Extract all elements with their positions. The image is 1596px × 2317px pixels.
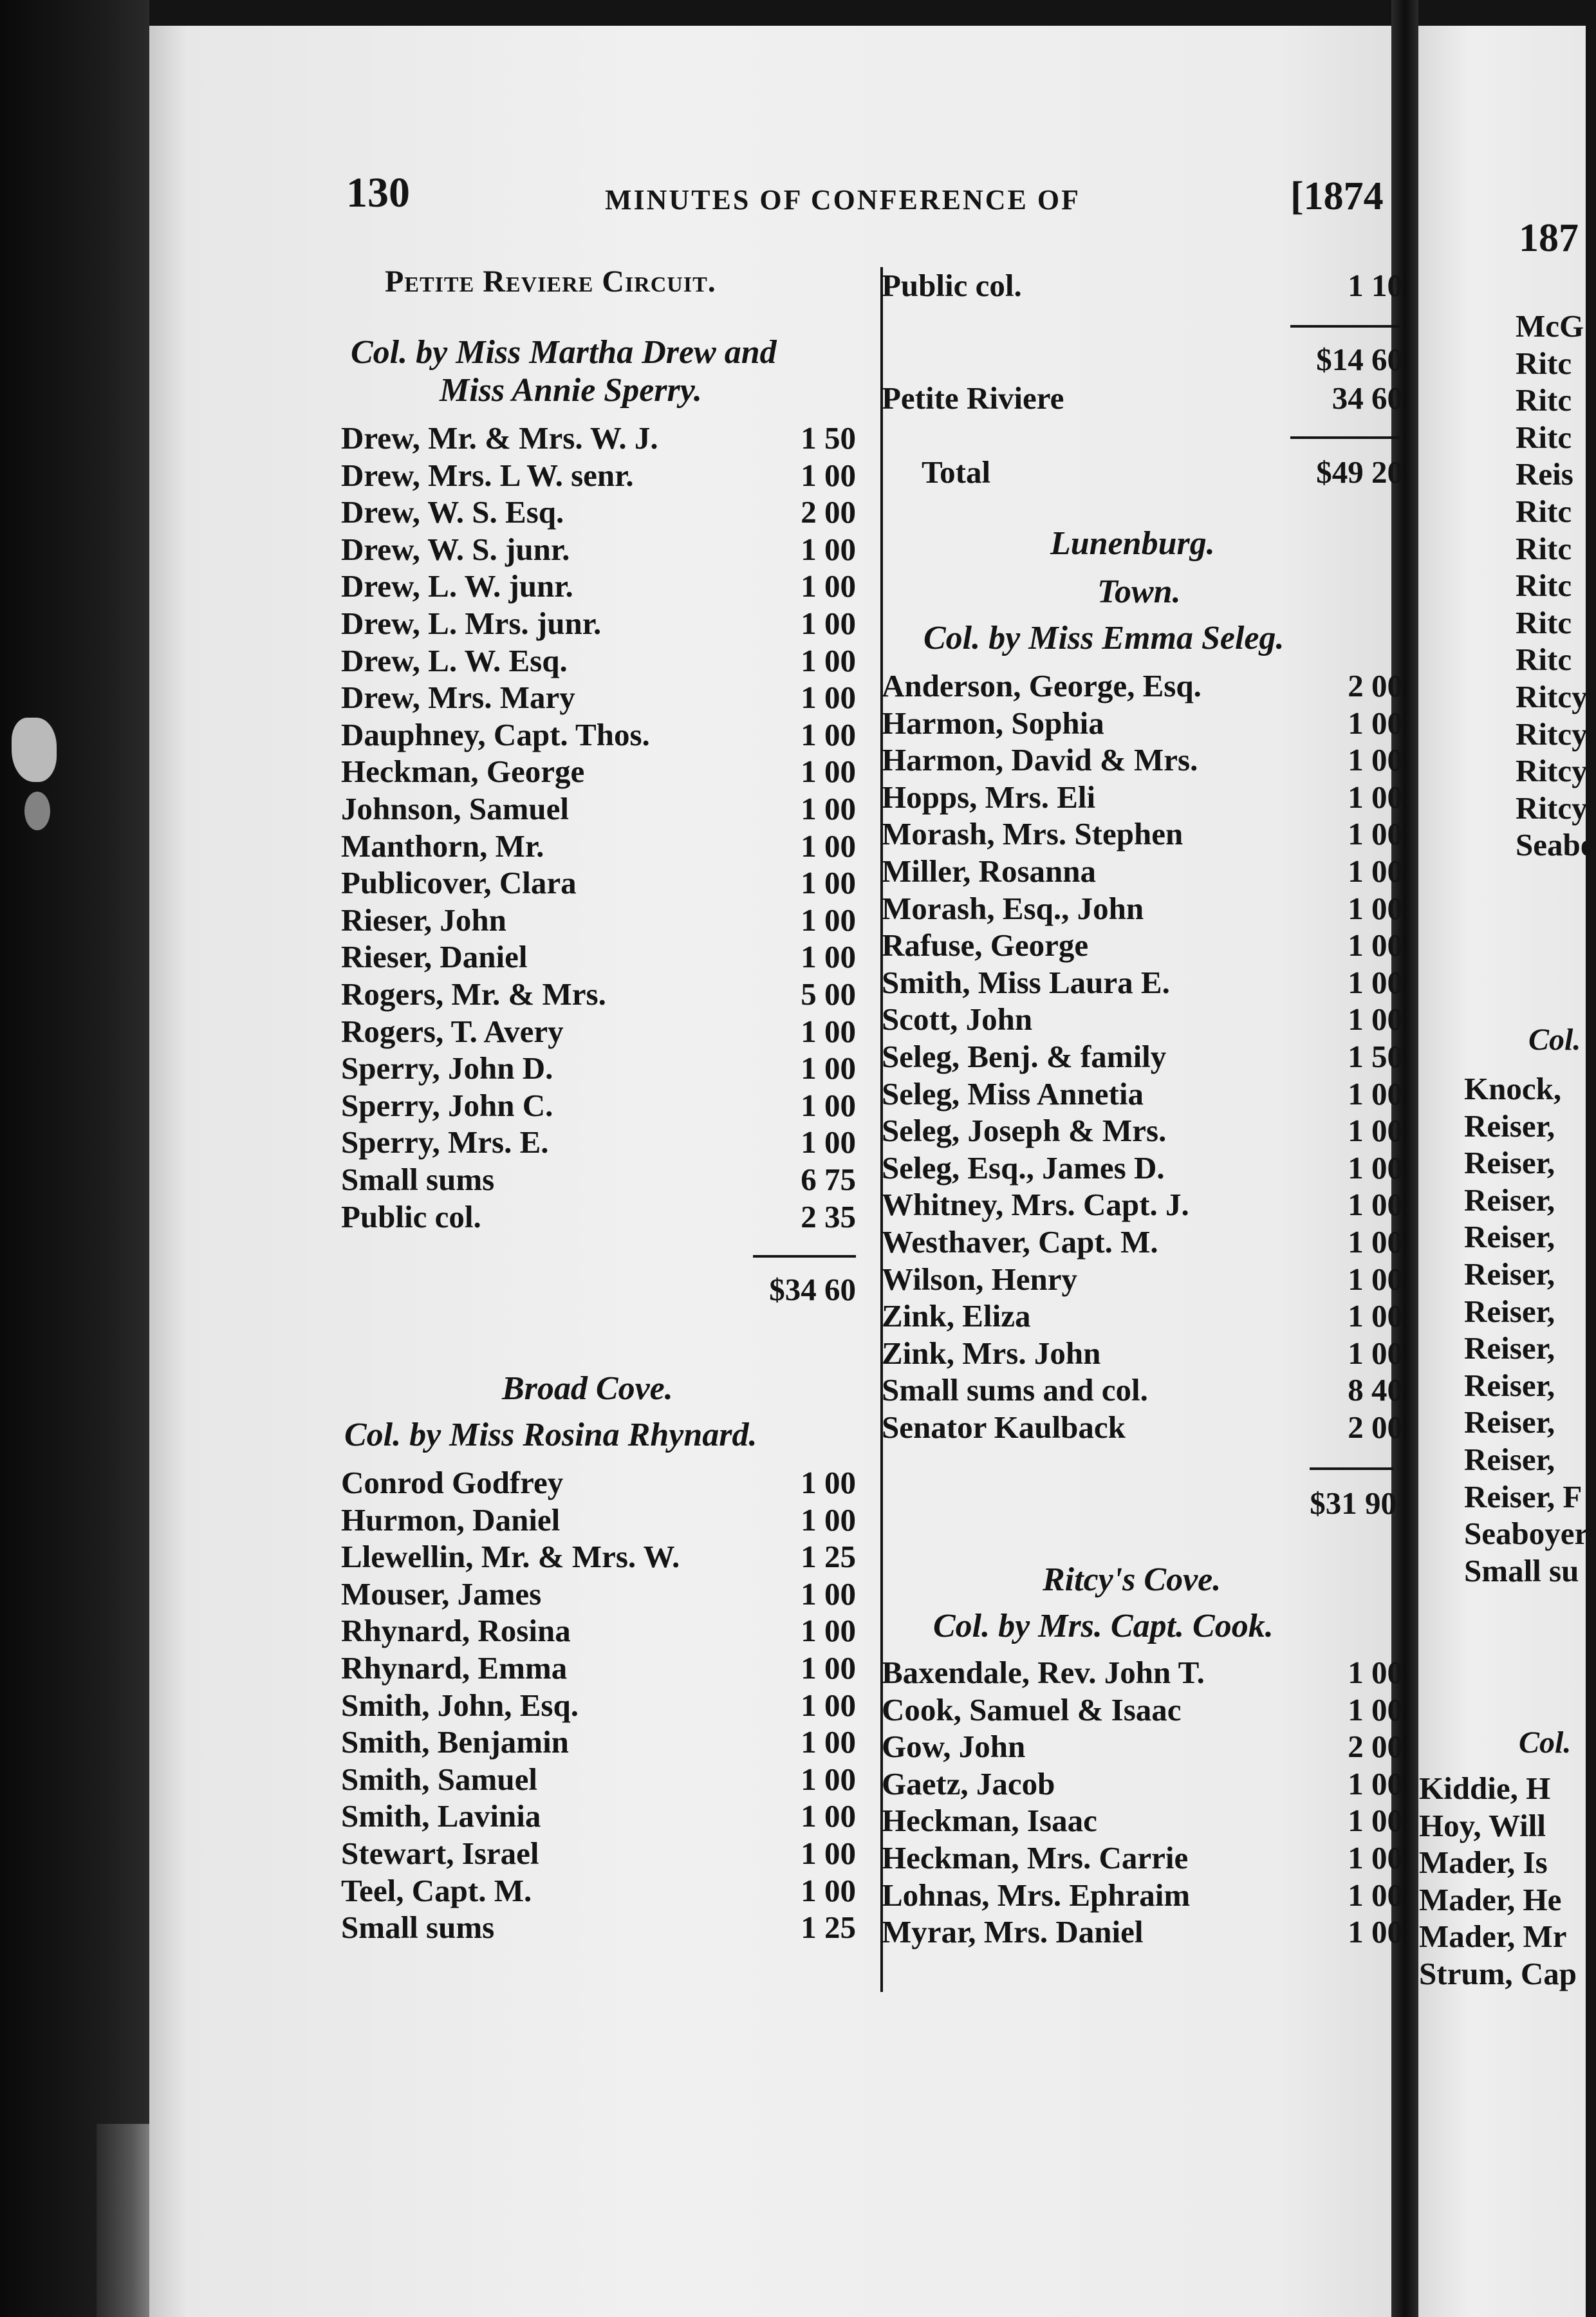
facing-fragment: Ritc	[1516, 530, 1572, 566]
facing-fragment: Mader, He	[1419, 1881, 1562, 1917]
entry-name: Wilson, Henry	[882, 1261, 1078, 1297]
entry-name: Smith, Samuel	[341, 1761, 537, 1797]
binding-hole	[12, 718, 57, 782]
list-item	[882, 1038, 1403, 1075]
entry-amount: 1 00	[1348, 1187, 1403, 1223]
list-item	[341, 1872, 856, 1910]
facing-collector-a: Col.	[1528, 1023, 1581, 1057]
entry-name: Cook, Samuel & Isaac	[882, 1691, 1182, 1727]
entry-name: Sperry, John D.	[341, 1050, 553, 1086]
entry-name: Rieser, Daniel	[341, 939, 528, 975]
facing-fragment: Reiser,	[1464, 1219, 1555, 1255]
list-item	[341, 1761, 856, 1798]
facing-fragment: Ritcy,	[1516, 753, 1594, 789]
facing-fragment: Hoy, Will	[1419, 1807, 1546, 1843]
entry-name: Dauphney, Capt. Thos.	[341, 716, 650, 752]
entry-amount: 1 00	[1348, 1261, 1403, 1297]
entry-amount: 1 00	[1348, 1803, 1403, 1839]
list-item	[341, 828, 856, 865]
subtotal-row: $14 60	[1316, 342, 1403, 377]
entry-name: Hurmon, Daniel	[341, 1502, 561, 1538]
entry-amount: 1 00	[1348, 742, 1403, 778]
list-item	[882, 1691, 1403, 1729]
collector-line-1: Col. by Miss Martha Drew and	[351, 334, 777, 371]
facing-fragment: Reiser,	[1464, 1442, 1555, 1477]
entry-amount: 1 00	[801, 1872, 856, 1908]
entry-name: Llewellin, Mr. & Mrs. W.	[341, 1539, 680, 1575]
entry-name: Smith, Lavinia	[341, 1798, 541, 1834]
facing-fragment: Reiser,	[1464, 1404, 1555, 1440]
entry-amount: 1 00	[801, 531, 856, 567]
list-item	[882, 1075, 1403, 1113]
entry-amount: 1 00	[1348, 964, 1403, 1000]
entry-name: Anderson, George, Esq.	[882, 668, 1202, 703]
total-rule	[753, 1255, 856, 1258]
list-item	[882, 1877, 1403, 1914]
grand-total-row: Total $49 20	[922, 454, 1403, 490]
list-item	[341, 1909, 856, 1946]
entry-amount: 1 00	[801, 606, 856, 641]
entry-amount: 1 00	[801, 1724, 856, 1760]
list-item	[341, 420, 856, 457]
list-item	[341, 679, 856, 716]
entry-amount: 1 00	[801, 680, 856, 716]
list-item	[882, 1298, 1403, 1335]
facing-header-year: 187	[1519, 216, 1579, 260]
entry-amount: 2 35	[801, 1198, 856, 1234]
facing-fragment: Reiser,	[1464, 1145, 1555, 1181]
facing-fragment: Ritcy,	[1516, 716, 1594, 752]
header-year: [1874	[1290, 174, 1384, 218]
facing-fragment: Ritc	[1516, 642, 1572, 678]
list-item	[341, 1161, 856, 1198]
list-item	[341, 1724, 856, 1761]
entry-amount: 1 00	[1348, 890, 1403, 926]
list-item	[341, 605, 856, 642]
entry-amount: 1 00	[801, 1465, 856, 1500]
section-heading-petite-reviere: Petite Reviere Circuit.	[385, 265, 716, 299]
entry-name: Small sums and col.	[882, 1372, 1148, 1408]
entry-name: Drew, Mr. & Mrs. W. J.	[341, 420, 658, 456]
entry-amount: 1 00	[801, 1087, 856, 1123]
entry-name: Scott, John	[882, 1001, 1033, 1038]
list-item	[882, 1335, 1403, 1372]
entry-name: Zink, Mrs. John	[882, 1335, 1101, 1371]
entry-name: Zink, Eliza	[882, 1298, 1031, 1334]
facing-fragment: Reiser,	[1464, 1367, 1555, 1403]
scan-left-margin	[0, 0, 149, 2317]
facing-fragment: Reiser,	[1464, 1108, 1555, 1144]
list-item	[341, 1576, 856, 1613]
list-item	[341, 568, 856, 605]
entry-name: Senator Kaulback	[882, 1410, 1126, 1445]
list-item	[882, 1224, 1403, 1261]
entry-name: Publicover, Clara	[341, 865, 577, 901]
facing-fragment: Reiser,	[1464, 1182, 1555, 1218]
facing-fragment: Ritc	[1516, 568, 1572, 604]
facing-fragment: Ritc	[1516, 382, 1572, 418]
list-item	[882, 1802, 1403, 1839]
list-item	[882, 1112, 1403, 1149]
entry-amount: 1 00	[801, 828, 856, 864]
list-item	[341, 1538, 856, 1576]
subtotal-rule	[1290, 325, 1403, 328]
entry-name: Rieser, John	[341, 902, 506, 938]
list-item	[341, 1502, 856, 1539]
list-item	[341, 494, 856, 531]
entry-name: Rafuse, George	[882, 927, 1089, 963]
list-item	[882, 1261, 1403, 1298]
list-item	[882, 741, 1403, 779]
entry-name: Morash, Esq., John	[882, 890, 1144, 926]
entry-name: Morash, Mrs. Stephen	[882, 816, 1183, 852]
entry-name: Smith, John, Esq.	[341, 1687, 579, 1723]
entry-amount: 1 00	[1348, 1914, 1403, 1950]
entry-name: Seleg, Miss Annetia	[882, 1075, 1144, 1112]
entry-amount: 1 00	[801, 1798, 856, 1834]
entry-name: Whitney, Mrs. Capt. J.	[882, 1187, 1189, 1223]
list-item	[882, 705, 1403, 742]
list-item	[341, 1087, 856, 1124]
entry-amount: 1 00	[1348, 705, 1403, 741]
entry-amount: 5 00	[801, 976, 856, 1012]
entry-name: Drew, L. Mrs. junr.	[341, 606, 602, 641]
list-item	[341, 1124, 856, 1161]
facing-fragment: Kiddie, H	[1419, 1771, 1551, 1806]
petite-reviere-total: $34 60	[769, 1272, 856, 1307]
entry-amount: 1 00	[801, 1836, 856, 1871]
entry-name: Rogers, T. Avery	[341, 1013, 564, 1049]
entry-name: Myrar, Mrs. Daniel	[882, 1914, 1144, 1950]
page-number: 130	[346, 169, 410, 216]
entry-amount: 1 25	[801, 1539, 856, 1575]
entry-name: Small sums	[341, 1162, 495, 1197]
entry-amount: 1 00	[1348, 1335, 1403, 1371]
entry-name: Lohnas, Mrs. Ephraim	[882, 1877, 1191, 1913]
entry-amount: 1 00	[801, 1613, 856, 1649]
facing-fragment: Reiser,	[1464, 1256, 1555, 1292]
facing-fragment: Ritc	[1516, 345, 1572, 381]
list-item	[341, 1612, 856, 1650]
list-item	[341, 976, 856, 1013]
lunenburg-total: $31 90	[1310, 1485, 1396, 1521]
petite-carry-row: Petite Riviere 34 60	[882, 380, 1403, 416]
entry-amount: 1 00	[1348, 816, 1403, 852]
entry-name: Baxendale, Rev. John T.	[882, 1655, 1205, 1690]
entry-amount: 1 00	[801, 939, 856, 975]
entry-amount: 1 00	[801, 457, 856, 493]
entry-amount: 1 00	[1348, 1149, 1403, 1186]
entry-amount: 8 40	[1348, 1372, 1403, 1408]
entry-amount: 1 50	[801, 420, 856, 456]
list-item	[341, 531, 856, 568]
facing-fragment: Ritc	[1516, 494, 1572, 529]
entry-name: Small sums	[341, 1910, 495, 1946]
entry-amount: 1 00	[801, 754, 856, 790]
ritcys-cove-collector: Col. by Mrs. Capt. Cook.	[933, 1608, 1274, 1644]
list-item	[341, 1835, 856, 1872]
entry-name: Johnson, Samuel	[341, 791, 570, 826]
entry-amount: 1 00	[801, 1013, 856, 1049]
list-item	[882, 1654, 1403, 1691]
entry-amount: 1 00	[801, 902, 856, 938]
entry-name: Drew, L. W. Esq.	[341, 642, 568, 678]
entry-name: Westhaver, Capt. M.	[882, 1224, 1158, 1260]
entry-name: Harmon, Sophia	[882, 705, 1104, 741]
entry-amount: 1 50	[1348, 1039, 1403, 1074]
list-item	[882, 1913, 1403, 1951]
broad-cove-collector: Col. by Miss Rosina Rhynard.	[344, 1417, 757, 1453]
list-item	[882, 1765, 1403, 1803]
entry-name: Teel, Capt. M.	[341, 1872, 532, 1908]
entry-amount: 1 00	[1348, 1113, 1403, 1149]
list-item	[882, 1001, 1403, 1038]
binding-hole-small	[24, 792, 50, 830]
entry-name: Sperry, Mrs. E.	[341, 1124, 549, 1160]
list-item	[882, 890, 1403, 927]
entry-name: Seleg, Joseph & Mrs.	[882, 1113, 1167, 1149]
facing-fragment: Reiser, F	[1464, 1478, 1582, 1514]
facing-fragment: McG	[1516, 308, 1584, 344]
grand-total-rule	[1290, 436, 1403, 439]
list-item	[882, 1839, 1403, 1877]
entry-amount: 2 00	[1348, 1410, 1403, 1445]
facing-fragment: Strum, Cap	[1419, 1956, 1577, 1991]
facing-fragment: Reiser,	[1464, 1330, 1555, 1366]
facing-fragment: Ritcy,	[1516, 790, 1594, 826]
list-item	[341, 1013, 856, 1050]
entry-amount: 1 00	[1348, 1298, 1403, 1334]
entry-amount: 1 00	[1348, 927, 1403, 963]
facing-fragment: Mader, Mr	[1419, 1919, 1567, 1955]
entry-amount: 1 00	[1348, 1655, 1403, 1690]
facing-fragment: Ritcy	[1516, 679, 1588, 714]
entry-amount: 1 00	[1348, 1691, 1403, 1727]
facing-fragment: Mader, Is	[1419, 1845, 1548, 1881]
list-item	[882, 1409, 1403, 1446]
entry-name: Public col.	[341, 1198, 481, 1234]
entry-amount: 6 75	[801, 1162, 856, 1197]
list-item	[341, 1798, 856, 1835]
entry-amount: 2 00	[1348, 1729, 1403, 1765]
collector-line-2: Miss Annie Sperry.	[440, 372, 702, 409]
entry-amount: 1 00	[801, 1050, 856, 1086]
list-item	[341, 1687, 856, 1724]
facing-fragment: Reiser,	[1464, 1293, 1555, 1329]
list-item	[341, 1198, 856, 1236]
entry-amount: 1 00	[801, 568, 856, 604]
entry-name: Drew, Mrs. Mary	[341, 680, 575, 716]
list-item	[882, 964, 1403, 1001]
entry-name: Seleg, Esq., James D.	[882, 1149, 1165, 1186]
entry-amount: 1 00	[801, 791, 856, 826]
entry-amount: 1 00	[1348, 1877, 1403, 1913]
list-item	[882, 667, 1403, 705]
facing-fragment: Ritc	[1516, 419, 1572, 455]
section-subheading-town: Town.	[1097, 573, 1181, 610]
entry-name: Gaetz, Jacob	[882, 1765, 1055, 1801]
entry-amount: 1 00	[801, 716, 856, 752]
entry-name: Drew, W. S. Esq.	[341, 494, 564, 530]
list-item	[341, 642, 856, 680]
list-item	[341, 902, 856, 939]
entry-amount: 1 00	[1348, 779, 1403, 815]
entry-name: Smith, Benjamin	[341, 1724, 569, 1760]
section-heading-lunenburg: Lunenburg.	[1050, 525, 1215, 562]
entry-name: Rhynard, Emma	[341, 1650, 568, 1686]
lunenburg-total-rule	[1310, 1467, 1393, 1470]
entry-name: Stewart, Israel	[341, 1836, 539, 1871]
entry-name: Miller, Rosanna	[882, 853, 1097, 889]
entry-name: Heckman, Isaac	[882, 1803, 1097, 1839]
list-item	[341, 790, 856, 828]
facing-collector-b: Col.	[1519, 1726, 1572, 1760]
entry-name: Conrod Godfrey	[341, 1465, 564, 1500]
entry-name: Harmon, David & Mrs.	[882, 742, 1198, 778]
facing-fragment: Small su	[1464, 1552, 1579, 1588]
entry-name: Sperry, John C.	[341, 1087, 553, 1123]
list-item	[341, 864, 856, 902]
lunenburg-collector: Col. by Miss Emma Seleg.	[923, 620, 1285, 656]
entry-name: Manthorn, Mr.	[341, 828, 544, 864]
entry-amount: 1 00	[1348, 1001, 1403, 1038]
list-item	[341, 1650, 856, 1687]
list-item	[882, 815, 1403, 853]
entry-name: Rogers, Mr. & Mrs.	[341, 976, 606, 1012]
entry-name: Heckman, Mrs. Carrie	[882, 1840, 1189, 1875]
list-item	[341, 716, 856, 754]
list-item	[882, 1149, 1403, 1187]
list-item	[882, 1186, 1403, 1224]
list-item	[882, 1728, 1403, 1765]
entry-amount: 2 00	[801, 494, 856, 530]
section-heading-ritcys-cove: Ritcy's Cove.	[1043, 1561, 1221, 1598]
entry-amount: 1 00	[801, 1761, 856, 1797]
entry-amount: 1 00	[1348, 1765, 1403, 1801]
entry-name: Gow, John	[882, 1729, 1026, 1765]
entry-amount: 1 00	[801, 1687, 856, 1723]
list-item	[341, 1464, 856, 1502]
facing-fragment: Reis	[1516, 456, 1573, 492]
entry-amount: 1 00	[1348, 1075, 1403, 1112]
entry-name: Hopps, Mrs. Eli	[882, 779, 1096, 815]
list-item	[882, 927, 1403, 964]
entry-amount: 2 00	[1348, 668, 1403, 703]
entry-amount: 1 00	[1348, 1224, 1403, 1260]
entry-name: Drew, W. S. junr.	[341, 531, 570, 567]
section-heading-broad-cove: Broad Cove.	[502, 1370, 673, 1407]
entry-name: Heckman, George	[341, 754, 585, 790]
entry-amount: 1 00	[1348, 1840, 1403, 1875]
facing-fragment: Ritc	[1516, 604, 1572, 640]
entry-amount: 1 25	[801, 1910, 856, 1946]
entry-amount: 1 00	[801, 1650, 856, 1686]
entry-amount: 1 00	[801, 1502, 856, 1538]
entry-amount: 1 00	[801, 1576, 856, 1612]
list-item	[341, 938, 856, 976]
list-item	[341, 457, 856, 494]
entry-name: Drew, L. W. junr.	[341, 568, 573, 604]
list-item	[882, 853, 1403, 890]
list-item	[882, 1372, 1403, 1409]
entry-name: Drew, Mrs. L W. senr.	[341, 457, 634, 493]
facing-fragment: Seaboyer	[1464, 1516, 1589, 1552]
page-stack-edge	[97, 2124, 154, 2317]
list-item	[341, 1050, 856, 1087]
list-item	[341, 753, 856, 790]
entry-amount: 1 00	[801, 865, 856, 901]
entry-name: Smith, Miss Laura E.	[882, 964, 1170, 1000]
entry-amount: 1 00	[801, 1124, 856, 1160]
entry-amount: 1 00	[1348, 853, 1403, 889]
entry-name: Mouser, James	[341, 1576, 542, 1612]
public-col-row: Public col. 1 10	[882, 268, 1403, 303]
entry-amount: 1 00	[801, 642, 856, 678]
facing-fragment: Knock,	[1464, 1071, 1562, 1106]
list-item	[882, 779, 1403, 816]
running-title: MINUTES OF CONFERENCE OF	[605, 184, 1081, 216]
entry-name: Seleg, Benj. & family	[882, 1039, 1167, 1074]
facing-fragment: Seabo	[1516, 827, 1596, 863]
entry-name: Rhynard, Rosina	[341, 1613, 571, 1649]
